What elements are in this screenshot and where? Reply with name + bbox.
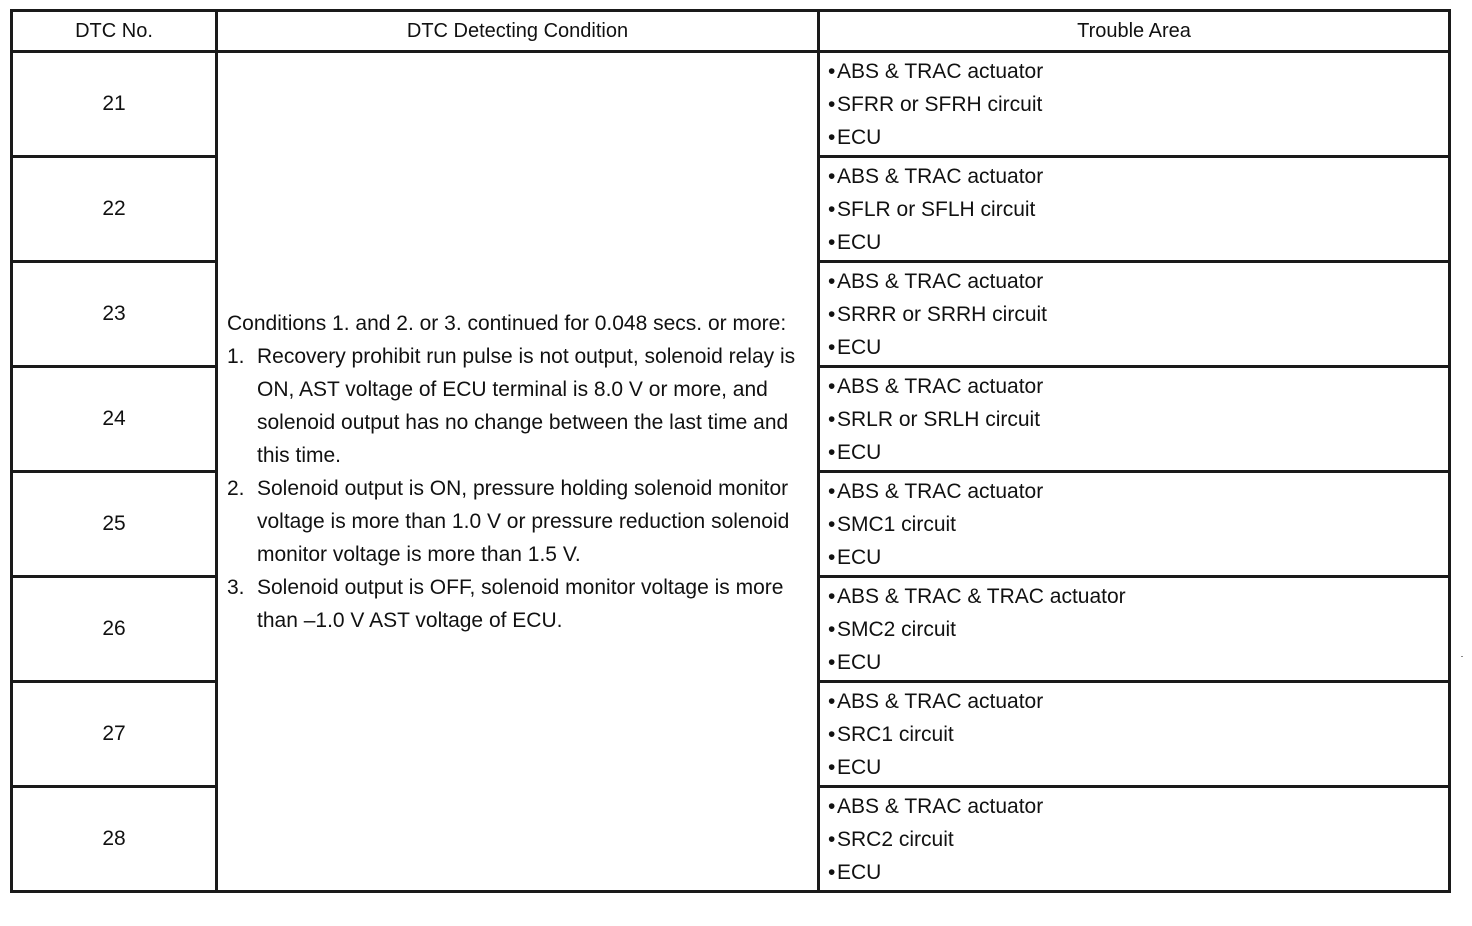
trouble-area-text: SMC2 circuit bbox=[837, 617, 957, 641]
trouble-area-text: SRLR or SRLH circuit bbox=[837, 407, 1041, 431]
condition-item bbox=[227, 571, 809, 637]
condition-number: 2. bbox=[227, 476, 245, 500]
trouble-area-item bbox=[828, 298, 1448, 331]
trouble-area bbox=[819, 682, 1450, 787]
trouble-area-item bbox=[828, 193, 1448, 226]
header-condition: DTC Detecting Condition bbox=[217, 11, 819, 52]
trouble-area-text: SFLR or SFLH circuit bbox=[837, 197, 1036, 221]
trouble-area-text: ECU bbox=[837, 440, 882, 464]
trouble-area-list bbox=[828, 370, 1448, 469]
trouble-area-item bbox=[828, 121, 1448, 154]
trouble-area-item bbox=[828, 685, 1448, 718]
bullet-icon: • bbox=[828, 479, 836, 503]
condition-text: Solenoid output is ON, pressure holding solenoid monitor voltage is more than 1.0 V or pressure reduction solenoid monitor voltage is more than 1.5 V. bbox=[257, 476, 790, 566]
trouble-area-text: ABS & TRAC & TRAC actuator bbox=[837, 584, 1126, 608]
trouble-area bbox=[819, 367, 1450, 472]
bullet-icon: • bbox=[828, 230, 836, 254]
trouble-area-item bbox=[828, 475, 1448, 508]
trouble-area-item bbox=[828, 370, 1448, 403]
trouble-area bbox=[819, 577, 1450, 682]
trouble-area-text: ECU bbox=[837, 755, 882, 779]
trouble-area-text: ABS & TRAC actuator bbox=[837, 59, 1044, 83]
condition-number: 1. bbox=[227, 344, 245, 368]
trouble-area-list bbox=[828, 475, 1448, 574]
trouble-area bbox=[819, 787, 1450, 892]
bullet-icon: • bbox=[828, 92, 836, 116]
trouble-area-item bbox=[828, 403, 1448, 436]
trouble-area-item bbox=[828, 823, 1448, 856]
trouble-area-text: ABS & TRAC actuator bbox=[837, 374, 1044, 398]
condition-number: 3. bbox=[227, 575, 245, 599]
trouble-area-text: ABS & TRAC actuator bbox=[837, 794, 1044, 818]
trouble-area-item bbox=[828, 55, 1448, 88]
trouble-area-item bbox=[828, 613, 1448, 646]
trouble-area-text: ECU bbox=[837, 860, 882, 884]
dtc-code: 25 bbox=[12, 472, 217, 577]
trouble-area-text: SRC1 circuit bbox=[837, 722, 954, 746]
bullet-icon: • bbox=[828, 407, 836, 431]
bullet-icon: • bbox=[828, 335, 836, 359]
condition-list bbox=[227, 340, 809, 637]
trouble-area-item bbox=[828, 751, 1448, 784]
trouble-area bbox=[819, 52, 1450, 157]
trouble-area-text: ECU bbox=[837, 125, 882, 149]
trouble-area-item bbox=[828, 508, 1448, 541]
bullet-icon: • bbox=[828, 545, 836, 569]
bullet-icon: • bbox=[828, 794, 836, 818]
bullet-icon: • bbox=[828, 302, 836, 326]
trouble-area bbox=[819, 472, 1450, 577]
trouble-area-text: ABS & TRAC actuator bbox=[837, 164, 1044, 188]
bullet-icon: • bbox=[828, 512, 836, 536]
bullet-icon: • bbox=[828, 584, 836, 608]
bullet-icon: • bbox=[828, 860, 836, 884]
trouble-area-item bbox=[828, 160, 1448, 193]
bullet-icon: • bbox=[828, 164, 836, 188]
trouble-area-text: SRRR or SRRH circuit bbox=[837, 302, 1048, 326]
dtc-code: 27 bbox=[12, 682, 217, 787]
trouble-area-text: ABS & TRAC actuator bbox=[837, 689, 1044, 713]
table-row bbox=[12, 52, 1450, 157]
trouble-area-text: ECU bbox=[837, 230, 882, 254]
trouble-area-list bbox=[828, 790, 1448, 889]
trouble-area bbox=[819, 157, 1450, 262]
trouble-area-item bbox=[828, 718, 1448, 751]
trouble-area-text: ECU bbox=[837, 335, 882, 359]
bullet-icon: • bbox=[828, 755, 836, 779]
trouble-area-item bbox=[828, 436, 1448, 469]
condition-text: Recovery prohibit run pulse is not output, solenoid relay is ON, AST voltage of ECU terminal is 8.0 V or more, and solenoid output has no change between the last time and this time. bbox=[257, 344, 796, 467]
condition-item bbox=[227, 472, 809, 571]
header-dtc-no: DTC No. bbox=[12, 11, 217, 52]
dtc-code: 22 bbox=[12, 157, 217, 262]
trouble-area-item bbox=[828, 646, 1448, 679]
trouble-area-item bbox=[828, 580, 1448, 613]
trouble-area-text: ABS & TRAC actuator bbox=[837, 479, 1044, 503]
bullet-icon: • bbox=[828, 650, 836, 674]
trouble-area-item bbox=[828, 856, 1448, 889]
trouble-area-text: ECU bbox=[837, 545, 882, 569]
condition-item bbox=[227, 340, 809, 472]
detecting-condition bbox=[217, 52, 819, 892]
trouble-area-item bbox=[828, 331, 1448, 364]
bullet-icon: • bbox=[828, 440, 836, 464]
header-trouble-area: Trouble Area bbox=[819, 11, 1450, 52]
bullet-icon: • bbox=[828, 827, 836, 851]
trouble-area-text: SMC1 circuit bbox=[837, 512, 957, 536]
trouble-area-item bbox=[828, 88, 1448, 121]
trouble-area-text: SFRR or SFRH circuit bbox=[837, 92, 1043, 116]
condition-intro: Conditions 1. and 2. or 3. continued for 0.048 secs. or more: bbox=[227, 311, 787, 335]
dtc-code: 23 bbox=[12, 262, 217, 367]
bullet-icon: • bbox=[828, 689, 836, 713]
trouble-area bbox=[819, 262, 1450, 367]
trouble-area-text: ABS & TRAC actuator bbox=[837, 269, 1044, 293]
trouble-area-text: ECU bbox=[837, 650, 882, 674]
trouble-area-list bbox=[828, 685, 1448, 784]
trouble-area-item bbox=[828, 226, 1448, 259]
trouble-area-item bbox=[828, 265, 1448, 298]
trouble-area-list bbox=[828, 580, 1448, 679]
trouble-area-text: SRC2 circuit bbox=[837, 827, 954, 851]
scan-speck bbox=[1461, 656, 1463, 657]
dtc-code: 28 bbox=[12, 787, 217, 892]
table-header-row bbox=[12, 11, 1450, 52]
dtc-code: 24 bbox=[12, 367, 217, 472]
bullet-icon: • bbox=[828, 722, 836, 746]
trouble-area-item bbox=[828, 541, 1448, 574]
bullet-icon: • bbox=[828, 59, 836, 83]
bullet-icon: • bbox=[828, 197, 836, 221]
dtc-table bbox=[10, 9, 1451, 893]
trouble-area-item bbox=[828, 790, 1448, 823]
dtc-code: 26 bbox=[12, 577, 217, 682]
trouble-area-list bbox=[828, 55, 1448, 154]
bullet-icon: • bbox=[828, 125, 836, 149]
trouble-area-list bbox=[828, 265, 1448, 364]
dtc-code: 21 bbox=[12, 52, 217, 157]
bullet-icon: • bbox=[828, 374, 836, 398]
trouble-area-list bbox=[828, 160, 1448, 259]
condition-text: Solenoid output is OFF, solenoid monitor voltage is more than –1.0 V AST voltage of ECU. bbox=[257, 575, 784, 632]
bullet-icon: • bbox=[828, 269, 836, 293]
bullet-icon: • bbox=[828, 617, 836, 641]
